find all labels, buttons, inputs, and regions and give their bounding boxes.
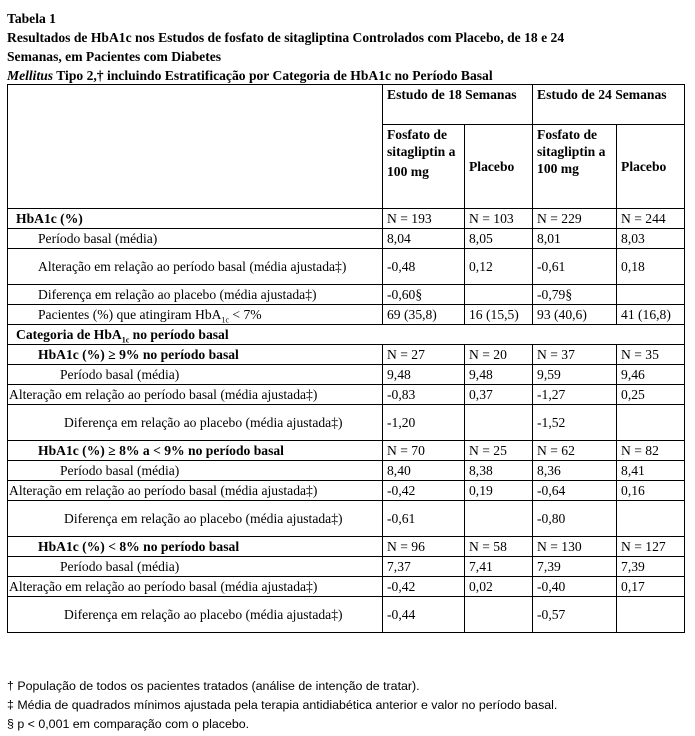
stratum-title: HbA1c (%) ≥ 8% a < 9% no período basal (8, 441, 383, 461)
table-cell: 69 (35,8) (383, 305, 465, 325)
category-title (8, 325, 685, 345)
table-row (8, 557, 685, 577)
table-cell: -1,27 (533, 385, 617, 405)
table-cell: 8,40 (383, 461, 465, 481)
table-cell: 8,04 (383, 229, 465, 249)
table-cell: N = 62 (533, 441, 617, 461)
table-row (8, 385, 685, 405)
table-row (8, 597, 685, 633)
table-cell: 93 (40,6) (533, 305, 617, 325)
table-cell: N = 37 (533, 345, 617, 365)
header-drug-18 (383, 125, 465, 209)
row-label: Diferença em relação ao placebo (média ajustada‡) (8, 285, 383, 305)
table-row (8, 405, 685, 441)
table-cell: -0,61 (533, 249, 617, 285)
table-row (8, 305, 685, 325)
table-caption (7, 9, 689, 85)
table-cell: 8,41 (617, 461, 685, 481)
footnote-double-dagger: ‡ Média de quadrados mínimos ajustada pela terapia antidiabética anterior e valor no período basal. (7, 698, 558, 712)
category-title-a: Categoria de HbA (16, 327, 122, 342)
patients-label-b: < 7% (229, 307, 262, 322)
row-label: Diferença em relação ao placebo (média ajustada‡) (8, 501, 383, 537)
table-row (8, 441, 685, 461)
stratum-title: HbA1c (%) ≥ 9% no período basal (8, 345, 383, 365)
table-cell: -0,79§ (533, 285, 617, 305)
table-cell: -0,60§ (383, 285, 465, 305)
table-cell: -0,61 (383, 501, 465, 537)
category-title-sub: 1c (121, 335, 130, 345)
table-cell: N = 193 (383, 209, 465, 229)
table-cell (617, 501, 685, 537)
table-cell: -1,20 (383, 405, 465, 441)
table-cell: 0,18 (617, 249, 685, 285)
row-label (8, 305, 383, 325)
row-label: Alteração em relação ao período basal (média ajustada‡) (8, 385, 383, 405)
caption-line-2: Resultados de HbA1c nos Estudos de fosfato de sitagliptina Controlados com Placebo, de 18 e 24 (7, 30, 565, 45)
table-cell: 7,41 (465, 557, 533, 577)
row-label: Alteração em relação ao período basal (média ajustada‡) (8, 249, 383, 285)
table-cell: N = 58 (465, 537, 533, 557)
table-cell (617, 405, 685, 441)
row-label: Período basal (média) (8, 461, 383, 481)
table-cell: -0,44 (383, 597, 465, 633)
table-cell: 7,39 (533, 557, 617, 577)
table-cell: 8,01 (533, 229, 617, 249)
table-cell: 7,39 (617, 557, 685, 577)
table-cell: N = 229 (533, 209, 617, 229)
table-cell: -0,42 (383, 577, 465, 597)
caption-line-3: Semanas, em Pacientes com Diabetes (7, 49, 222, 64)
caption-line-4 (7, 66, 689, 85)
header-study-18: Estudo de 18 Semanas (383, 85, 533, 125)
table-cell: 0,16 (617, 481, 685, 501)
table-cell: 0,25 (617, 385, 685, 405)
table-cell: -0,48 (383, 249, 465, 285)
row-label: Alteração em relação ao período basal (média ajustada‡) (8, 577, 383, 597)
table-cell: N = 130 (533, 537, 617, 557)
table-row (8, 481, 685, 501)
table-cell: 41 (16,8) (617, 305, 685, 325)
table-cell: N = 25 (465, 441, 533, 461)
table-row (8, 365, 685, 385)
table-cell: N = 82 (617, 441, 685, 461)
header-placebo-24: Placebo (617, 125, 685, 209)
table-cell: 0,19 (465, 481, 533, 501)
table-cell: 8,03 (617, 229, 685, 249)
table-cell: N = 70 (383, 441, 465, 461)
table-cell: 0,37 (465, 385, 533, 405)
patients-label-sub: 1c (221, 315, 230, 325)
table-cell: N = 244 (617, 209, 685, 229)
table-row (8, 461, 685, 481)
table-cell: 16 (15,5) (465, 305, 533, 325)
table-row (8, 345, 685, 365)
header-study-24: Estudo de 24 Semanas (533, 85, 685, 125)
header-row-study (8, 85, 685, 125)
header-placebo-18: Placebo (465, 125, 533, 209)
table-cell (465, 405, 533, 441)
table-cell: 8,38 (465, 461, 533, 481)
table-cell: 9,48 (465, 365, 533, 385)
table-row (8, 209, 685, 229)
table-row (8, 249, 685, 285)
table-cell: -0,64 (533, 481, 617, 501)
row-label: Período basal (média) (8, 557, 383, 577)
table-cell: -0,80 (533, 501, 617, 537)
table-cell: N = 27 (383, 345, 465, 365)
header-drug-name: Fosfato de sitagliptin a (537, 127, 606, 159)
footnote-section: § p < 0,001 em comparação com o placebo. (7, 717, 250, 731)
table-cell: -1,52 (533, 405, 617, 441)
table-cell: N = 127 (617, 537, 685, 557)
table-cell: 9,46 (617, 365, 685, 385)
table-cell: -0,42 (383, 481, 465, 501)
patients-label-a: Pacientes (%) que atingiram HbA (38, 307, 222, 322)
table-row (8, 501, 685, 537)
caption-line-1: Tabela 1 (7, 11, 56, 26)
table-cell: -0,40 (533, 577, 617, 597)
table-cell: 8,05 (465, 229, 533, 249)
table-cell: N = 20 (465, 345, 533, 365)
row-label: Diferença em relação ao placebo (média ajustada‡) (8, 405, 383, 441)
row-label: Alteração em relação ao período basal (média ajustada‡) (8, 481, 383, 501)
table-cell: -0,83 (383, 385, 465, 405)
table-cell: 7,37 (383, 557, 465, 577)
table-row (8, 285, 685, 305)
footnote-dagger: † População de todos os pacientes tratados (análise de intenção de tratar). (7, 679, 420, 693)
table-cell (617, 597, 685, 633)
table-row (8, 325, 685, 345)
table-cell: 9,48 (383, 365, 465, 385)
header-drug-24 (533, 125, 617, 209)
table-cell: 9,59 (533, 365, 617, 385)
header-drug-dose: 100 mg (387, 164, 429, 179)
header-drug-name: Fosfato de sitagliptin a (387, 127, 456, 159)
table-cell (465, 285, 533, 305)
row-label: Período basal (média) (8, 229, 383, 249)
hba1c-title: HbA1c (%) (8, 209, 383, 229)
caption-italic-word: Mellitus (7, 68, 54, 83)
table-cell: -0,57 (533, 597, 617, 633)
table-cell: 0,17 (617, 577, 685, 597)
footnotes (7, 677, 557, 734)
table-cell: 8,36 (533, 461, 617, 481)
caption-line-4-rest: Tipo 2,† incluindo Estratificação por Categoria de HbA1c no Período Basal (53, 68, 493, 83)
table-cell (465, 597, 533, 633)
results-table (7, 84, 685, 633)
table-cell: 0,12 (465, 249, 533, 285)
row-label: Período basal (média) (8, 365, 383, 385)
table-cell (465, 501, 533, 537)
table-cell: N = 96 (383, 537, 465, 557)
header-blank-cell (8, 85, 383, 209)
table-row (8, 229, 685, 249)
stratum-title: HbA1c (%) < 8% no período basal (8, 537, 383, 557)
table-cell (617, 285, 685, 305)
table-cell: N = 103 (465, 209, 533, 229)
table-row (8, 577, 685, 597)
table-row (8, 537, 685, 557)
category-title-b: no período basal (129, 327, 229, 342)
row-label: Diferença em relação ao placebo (média ajustada‡) (8, 597, 383, 633)
table-cell: 0,02 (465, 577, 533, 597)
header-drug-dose: 100 mg (537, 161, 579, 176)
table-cell: N = 35 (617, 345, 685, 365)
